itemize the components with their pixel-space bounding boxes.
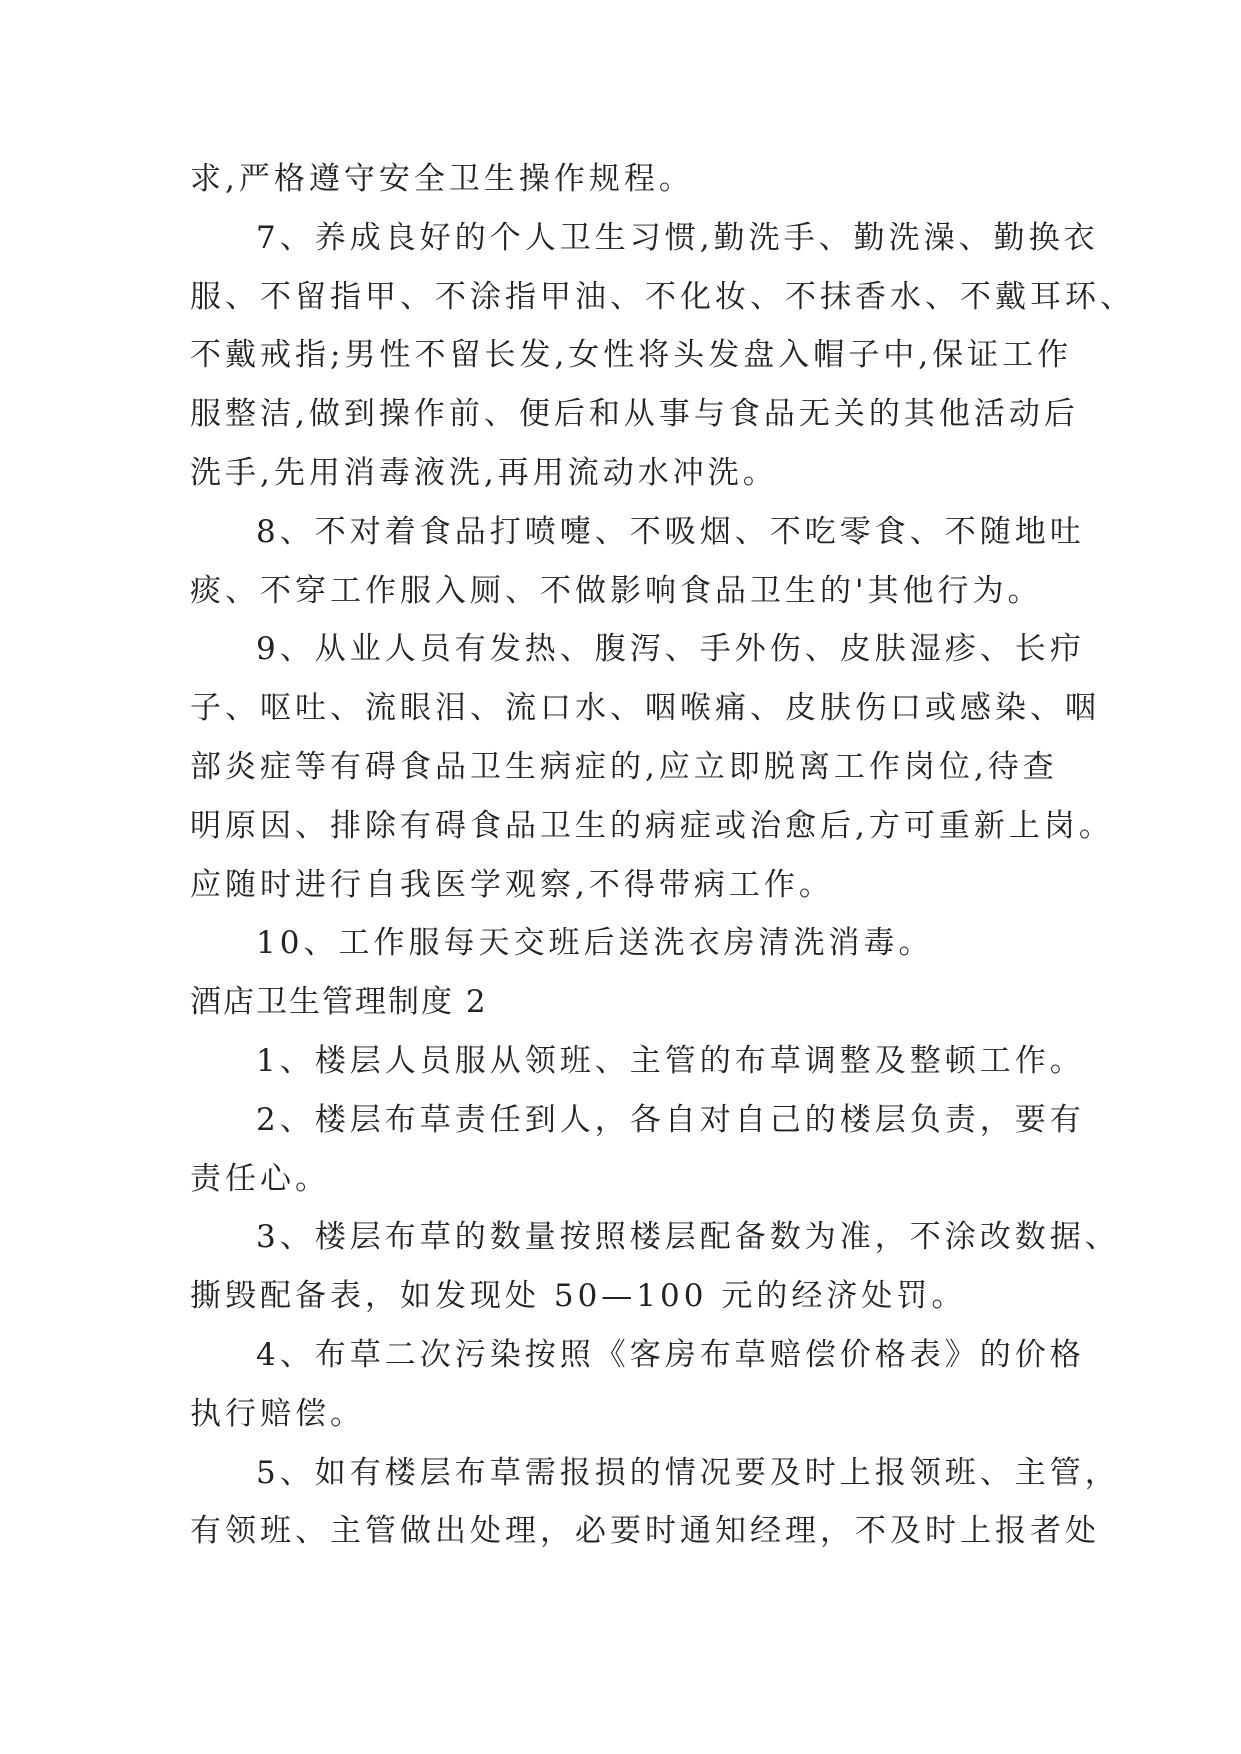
- paragraph-line: 5、如有楼层布草需报损的情况要及时上报领班、主管，: [256, 1454, 1120, 1491]
- paragraph-line: 责任心。: [190, 1160, 330, 1197]
- paragraph-line: 3、楼层布草的数量按照楼层配备数为准，不涂改数据、: [256, 1219, 1120, 1256]
- paragraph-line: 1、楼层人员服从领班、主管的布草调整及整顿工作。: [256, 1042, 1085, 1079]
- paragraph-line: 执行赔偿。: [190, 1395, 365, 1432]
- paragraph-line: 服整洁,做到操作前、便后和从事与食品无关的其他活动后: [190, 396, 1079, 433]
- paragraph-line: 2、楼层布草责任到人，各自对自己的楼层负责，要有: [256, 1101, 1085, 1138]
- paragraph-line: 不戴戒指;男性不留长发,女性将头发盘入帽子中,保证工作: [190, 337, 1073, 374]
- paragraph-line: 4、布草二次污染按照《客房布草赔偿价格表》的价格: [256, 1336, 1085, 1373]
- paragraph-line: 有领班、主管做出处理，必要时通知经理，不及时上报者处: [190, 1513, 1100, 1550]
- document-body: [190, 150, 1135, 1561]
- section-heading: 酒店卫生管理制度 2: [190, 984, 488, 1021]
- paragraph-line: 求,严格遵守安全卫生操作规程。: [190, 161, 694, 197]
- paragraph-line: 10、工作服每天交班后送洗衣房清洗消毒。: [256, 925, 934, 962]
- paragraph-line: 服、不留指甲、不涂指甲油、不化妆、不抹香水、不戴耳环、: [190, 278, 1135, 315]
- paragraph-line: 撕毁配备表，如发现处 50—100 元的经济处罚。: [190, 1278, 967, 1315]
- paragraph-line: 洗手,先用消毒液洗,再用流动水冲洗。: [190, 454, 778, 491]
- paragraph-line: 明原因、排除有碍食品卫生的病症或治愈后,方可重新上岗。: [190, 807, 1114, 844]
- paragraph-line: 痰、不穿工作服入厕、不做影响食品卫生的'其他行为。: [190, 572, 1043, 609]
- paragraph-line: 9、从业人员有发热、腹泻、手外伤、皮肤湿疹、长疖: [256, 631, 1085, 668]
- paragraph-line: 8、不对着食品打喷嚏、不吸烟、不吃零食、不随地吐: [256, 513, 1085, 550]
- paragraph-line: 应随时进行自我医学观察,不得带病工作。: [190, 866, 834, 903]
- paragraph-line: 7、养成良好的个人卫生习惯,勤洗手、勤洗澡、勤换衣: [256, 219, 1099, 256]
- paragraph-line: 部炎症等有碍食品卫生病症的,应立即脱离工作岗位,待查: [190, 748, 1058, 785]
- paragraph-line: 子、呕吐、流眼泪、流口水、咽喉痛、皮肤伤口或感染、咽: [190, 690, 1100, 727]
